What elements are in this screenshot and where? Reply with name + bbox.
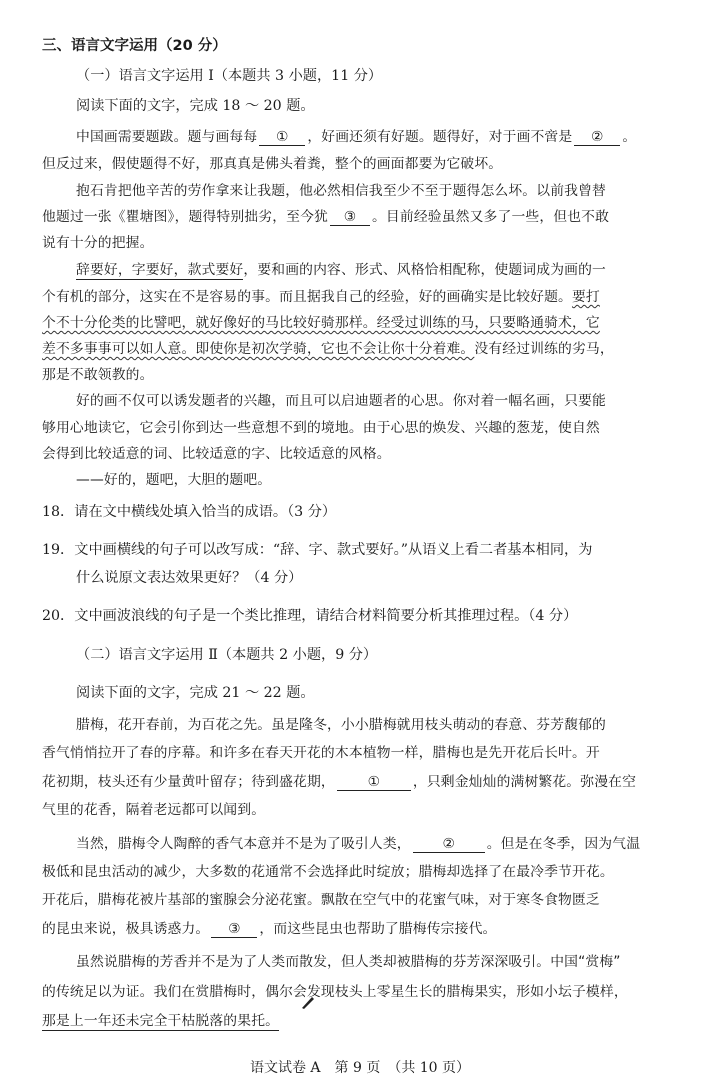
passage1-line: 抱石肯把他辛苦的劳作拿来让我题，他必然相信我至少不至于题得怎么坏。以前我曾替 bbox=[76, 183, 606, 199]
passage1-line: 够用心地读它，它会引你到达一些意想不到的境地。由于心思的焕发、兴趣的葱茏，使自然 bbox=[42, 420, 600, 436]
question-text: 文中画横线的句子可以改写成：“辞、字、款式要好。”从语义上看二者基本相同，为 bbox=[74, 542, 593, 558]
passage2-line bbox=[42, 773, 636, 791]
question-19 bbox=[42, 541, 592, 559]
wavy-underlined-sentence: 差不多事事可以如人意。即使你是初次学骑，它也不会让你十分着难。 bbox=[42, 341, 475, 357]
pen-mark-icon bbox=[300, 994, 316, 1010]
passage-text: 他题过一张《瞿塘图》，题得特别拙劣，至今犹 bbox=[42, 209, 328, 225]
passage1-line: 说有十分的把握。 bbox=[42, 235, 154, 251]
passage2-line: 虽然说腊梅的芳香并不是为了人类而散发，但人类却被腊梅的芬芳深深吸引。中国“赏梅” bbox=[76, 954, 621, 970]
passage-text: ，好画还须有好题。题得好，对于画不啻是 bbox=[307, 129, 573, 145]
passage-text: ，要和画的内容、形式、风格恰相配称，使题词成为画的一 bbox=[243, 262, 606, 278]
passage-text: 个有机的部分，这实在不是容易的事。而且据我自己的经验，好的画确实是比较好题。 bbox=[42, 289, 572, 305]
fill-blank-2: ② bbox=[574, 130, 620, 146]
question-text: 请在文中横线处填入恰当的成语。（3 分） bbox=[74, 504, 337, 520]
question-number: 19． bbox=[42, 542, 75, 558]
passage2-line: 腊梅，花开春前，为百花之先。虽是隆冬，小小腊梅就用枝头萌动的春意、芬芳馥郁的 bbox=[76, 717, 606, 733]
underlined-sentence: 辞要好，字要好，款式要好 bbox=[76, 262, 244, 278]
passage1-line bbox=[42, 288, 600, 306]
question-number: 20． bbox=[42, 608, 75, 624]
passage-text: 。 bbox=[622, 129, 637, 145]
passage2-line: 开花后，腊梅花被片基部的蜜腺会分泌花蜜。飘散在空气中的花蜜气味，对于寒冬食物匮乏 bbox=[42, 892, 600, 908]
question-18 bbox=[42, 503, 336, 521]
part2-header: （二）语言文字运用 Ⅱ（本题共 2 小题，9 分） bbox=[76, 647, 378, 663]
passage1-line bbox=[76, 128, 636, 146]
passage1-line: 那是不敢领教的。 bbox=[42, 367, 154, 383]
passage-text: 当然，腊梅令人陶醉的香气本意并不是为了吸引人类， bbox=[76, 836, 411, 852]
passage-text: 的昆虫来说，极具诱惑力。 bbox=[42, 921, 210, 937]
passage-text: ，只剩金灿灿的满树繁花。弥漫在空 bbox=[412, 774, 637, 790]
passage2-line: 香气悄悄拉开了春的序幕。和许多在春天开花的木本植物一样，腊梅也是先开花后长叶。开 bbox=[42, 745, 600, 761]
passage1-line bbox=[42, 208, 609, 226]
question-19-cont: 什么说原文表达效果更好？（4 分） bbox=[76, 570, 303, 586]
section-title: 三、语言文字运用（20 分） bbox=[42, 38, 227, 54]
wavy-underlined-sentence: 要打 bbox=[571, 289, 600, 305]
fill-blank-3: ③ bbox=[211, 922, 257, 938]
passage-text: 。但是在冬季，因为气温 bbox=[486, 836, 641, 852]
fill-blank-1: ① bbox=[259, 130, 305, 146]
passage1-line: ——好的，题吧，大胆的题吧。 bbox=[76, 472, 272, 488]
part2-instruction: 阅读下面的文字，完成 21 ～ 22 题。 bbox=[76, 685, 315, 701]
underlined-sentence: 那是上一年还未完全干枯脱落的果托。 bbox=[42, 1013, 280, 1029]
passage1-line: 会得到比较适意的词、比较适意的字、比较适意的风格。 bbox=[42, 446, 391, 462]
passage2-line bbox=[42, 920, 496, 938]
part1-instruction: 阅读下面的文字，完成 18 ～ 20 题。 bbox=[76, 98, 315, 114]
passage2-line: 气里的花香，隔着老远都可以闻到。 bbox=[42, 802, 266, 818]
passage1-line bbox=[42, 340, 614, 358]
passage-text: 。目前经验虽然又多了一些，但也不敢 bbox=[371, 209, 610, 225]
fill-blank-1: ① bbox=[337, 775, 411, 791]
fill-blank-3: ③ bbox=[330, 210, 370, 226]
part1-header: （一）语言文字运用 Ⅰ（本题共 3 小题，11 分） bbox=[76, 68, 383, 84]
passage2-line: 极低和昆虫活动的减少，大多数的花通常不会选择此时绽放；腊梅却选择了在最冷季节开花。 bbox=[42, 864, 614, 880]
passage1-line bbox=[76, 261, 606, 279]
passage-text: 花初期，枝头还有少量黄叶留存；待到盛花期， bbox=[42, 774, 335, 790]
passage1-line: 但反过来，假使题得不好，那真真是佛头着粪，整个的画面都要为它破坏。 bbox=[42, 156, 503, 172]
passage1-line bbox=[42, 314, 600, 332]
passage2-line: 的传统足以为证。我们在赏腊梅时，偶尔会发现枝头上零星生长的腊梅果实，形如小坛子模样， bbox=[42, 984, 628, 1000]
passage-text: ，而这些昆虫也帮助了腊梅传宗接代。 bbox=[259, 921, 497, 937]
page-footer: 语文试卷 A 第 9 页 （共 10 页） bbox=[249, 1060, 471, 1076]
passage-text: 没有经过训练的劣马， bbox=[474, 341, 614, 357]
fill-blank-2: ② bbox=[413, 837, 485, 853]
question-number: 18． bbox=[42, 504, 75, 520]
question-text: 文中画波浪线的句子是一个类比推理，请结合材料简要分析其推理过程。（4 分） bbox=[74, 608, 578, 624]
passage2-line bbox=[76, 835, 640, 853]
passage2-line bbox=[42, 1012, 279, 1030]
passage-text: 中国画需要题跋。题与画每每 bbox=[76, 129, 258, 145]
question-20 bbox=[42, 607, 577, 625]
passage1-line: 好的画不仅可以诱发题者的兴趣，而且可以启迪题者的心思。你对着一幅名画，只要能 bbox=[76, 393, 606, 409]
wavy-underlined-sentence: 个不十分伦类的比譬吧，就好像好的马比较好骑那样。经受过训练的马，只要略通骑术，它 bbox=[42, 315, 600, 331]
